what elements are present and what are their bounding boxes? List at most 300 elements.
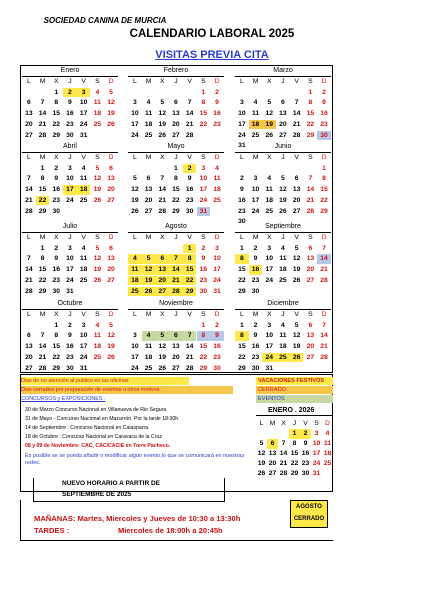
day-cell: 8: [40, 255, 45, 263]
day-cell: 24: [213, 276, 221, 284]
day-header: S: [201, 311, 206, 318]
day-cell: 6: [281, 99, 285, 107]
day-cell: 15: [238, 343, 246, 351]
day-cell: 12: [279, 186, 287, 194]
day-cell: 6: [308, 244, 313, 252]
events-note: Es posible se se pueda añadir o modificar algún evento,lo que se comunicará en nuestras redes.: [25, 453, 245, 466]
day-cell: 14: [185, 110, 194, 118]
day-cell: 13: [268, 450, 277, 457]
day-cell: 5: [109, 88, 113, 96]
day-cell: 7: [26, 175, 31, 183]
day-cell: 9: [54, 255, 59, 263]
day-cell: 1: [289, 429, 300, 439]
day-cell: 14: [279, 450, 288, 457]
day-cell: 29: [290, 470, 299, 477]
day-cell: 5: [142, 254, 156, 264]
day-cell: 17: [131, 353, 139, 361]
day-header: D: [214, 311, 220, 318]
day-header: L: [239, 78, 244, 85]
day-cell: 16: [66, 110, 74, 118]
day-header: L: [239, 154, 244, 161]
day-cell: 7: [187, 99, 192, 107]
day-cell: 3: [68, 244, 72, 252]
day-cell: 19: [292, 343, 301, 351]
day-cell: 18: [128, 276, 142, 286]
day-cell: 10: [79, 99, 88, 107]
day-cell: 13: [306, 332, 315, 340]
day-cell: 5: [259, 440, 264, 447]
day-cell: 3: [68, 164, 72, 172]
day-cell: 13: [279, 110, 287, 118]
day-cell: 11: [279, 255, 287, 263]
day-cell: 17: [312, 450, 321, 457]
day-header: V: [81, 78, 86, 85]
day-cell: 12: [292, 332, 301, 340]
day-cell: 28: [320, 353, 328, 361]
legend-closed: Dias de no atención al publico en las oficinas: [21, 377, 189, 385]
day-cell: 5: [155, 331, 169, 341]
day-cell: 18: [144, 120, 153, 128]
day-cell: 20: [107, 186, 115, 194]
day-cell: 14: [158, 186, 167, 194]
day-cell: 12: [93, 175, 102, 183]
month-name: [128, 300, 224, 310]
day-cell: 26: [142, 287, 156, 297]
day-cell: 25: [323, 460, 332, 467]
day-cell: 21: [38, 120, 47, 128]
day-header: X: [159, 311, 165, 318]
month-name-label: Mayo: [167, 143, 185, 150]
day-cell: 12: [93, 255, 102, 263]
day-cell: 10: [213, 255, 221, 263]
day-cell: 18: [249, 120, 263, 130]
day-header: V: [81, 234, 86, 241]
day-cell: 9: [253, 332, 258, 340]
day-cell: 25: [79, 196, 88, 204]
day-cell: 20: [306, 343, 315, 351]
day-cell: 12: [107, 99, 115, 107]
month-name-label: Abril: [62, 143, 77, 150]
day-cell: 28: [38, 131, 47, 139]
day-header: J: [281, 154, 285, 161]
organization-name: SOCIEDAD CANINA DE MURCIA: [43, 16, 167, 25]
day-cell: 24: [251, 207, 260, 215]
day-cell: 20: [144, 196, 153, 204]
day-cell: 23: [251, 276, 260, 284]
day-cell: 8: [197, 331, 211, 341]
day-cell: 8: [235, 254, 249, 264]
day-cell: 9: [303, 440, 308, 447]
month-name: [22, 223, 118, 233]
day-cell: 1: [40, 164, 45, 172]
day-cell: 5: [294, 244, 299, 252]
day-cell: 14: [25, 266, 33, 274]
day-cell: 11: [93, 99, 101, 107]
day-header: M: [39, 78, 46, 85]
day-cell: 3: [201, 164, 206, 172]
day-cell: 8: [322, 175, 326, 183]
day-cell: 15: [183, 265, 197, 275]
day-cell: 4: [128, 254, 142, 264]
day-header: M: [145, 78, 152, 85]
day-cell: 17: [213, 266, 221, 274]
day-cell: 15: [306, 110, 315, 118]
day-cell: 9: [239, 186, 244, 194]
bottom-divider: [20, 540, 333, 541]
day-cell: 29: [306, 131, 315, 139]
day-cell: 16: [238, 196, 246, 204]
day-cell: 2: [54, 164, 59, 172]
day-cell: 13: [107, 175, 115, 183]
day-cell: 21: [25, 276, 33, 284]
day-cell: 4: [281, 321, 285, 329]
day-cell: 3: [132, 332, 137, 340]
day-header: S: [308, 78, 313, 85]
month-name-label: Junio: [274, 143, 292, 150]
day-header: S: [314, 420, 319, 427]
day-header: X: [53, 78, 59, 85]
day-cell: 24: [262, 353, 276, 363]
day-cell: 1: [322, 164, 326, 172]
day-header: D: [325, 420, 330, 427]
day-header: L: [239, 311, 244, 318]
day-cell: 2: [215, 321, 219, 329]
day-cell: 23: [199, 276, 208, 284]
day-cell: 24: [79, 120, 88, 128]
day-cell: 11: [144, 343, 153, 351]
day-cell: 25: [265, 207, 274, 215]
key-eventos: EVENTOS: [256, 395, 333, 403]
day-header: J: [174, 311, 178, 318]
day-cell: 18: [279, 343, 287, 351]
day-cell: 24: [66, 276, 74, 284]
day-cell: 30: [301, 470, 310, 477]
day-cell: 13: [107, 255, 115, 263]
day-cell: 30: [52, 287, 61, 295]
day-cell: 3: [239, 99, 244, 107]
day-cell: 19: [158, 353, 167, 361]
key-vacaciones: VACACIONES FESTIVOS: [256, 377, 333, 385]
day-cell: 26: [93, 196, 102, 204]
day-cell: 25: [213, 196, 221, 204]
day-header: M: [39, 154, 46, 161]
day-cell: 4: [95, 88, 100, 96]
day-cell: 21: [158, 196, 167, 204]
page-title: CALENDARIO LABORAL 2025: [129, 28, 295, 40]
day-cell: 7: [160, 175, 165, 183]
day-header: D: [214, 234, 220, 241]
day-cell: 19: [292, 266, 301, 274]
day-cell: 31: [79, 364, 88, 372]
day-cell: 26: [265, 131, 274, 139]
event-2: 31 de Mayo - Concurso Nacional en Mazarrón. Por la tarde 18:00h: [25, 416, 179, 422]
day-cell: 12: [292, 255, 301, 263]
day-cell: 24: [66, 196, 74, 204]
day-cell: 1: [54, 321, 59, 329]
day-header: J: [174, 234, 178, 241]
day-cell: 23: [320, 120, 328, 128]
day-header: L: [132, 154, 137, 161]
day-header: S: [201, 234, 206, 241]
day-cell: 22: [38, 276, 47, 284]
day-header: X: [281, 420, 286, 427]
day-cell: 9: [322, 99, 326, 107]
month-name: [235, 143, 331, 153]
month-name: [235, 223, 331, 233]
day-cell: 20: [268, 460, 277, 467]
day-cell: 7: [40, 99, 45, 107]
day-cell: 24: [79, 353, 88, 361]
day-cell: 20: [172, 353, 180, 361]
hours-afternoons-label: TARDES :: [34, 526, 70, 535]
day-cell: 30: [251, 364, 260, 372]
day-cell: 26: [131, 207, 139, 215]
month-name-label: Julio: [62, 223, 78, 230]
day-cell: 2: [183, 164, 197, 174]
day-cell: 29: [38, 287, 47, 295]
month-name: [128, 67, 224, 77]
day-cell: 11: [144, 110, 153, 118]
day-cell: 5: [294, 321, 299, 329]
day-cell: 28: [292, 131, 301, 139]
day-header: J: [281, 311, 285, 318]
day-cell: 11: [80, 255, 88, 263]
day-header: M: [252, 78, 259, 85]
month-name-label: Noviembre: [159, 300, 193, 307]
month-name-label: Enero: [60, 67, 80, 74]
day-cell: 29: [183, 287, 197, 297]
day-cell: 30: [66, 364, 74, 372]
day-cell: 16: [199, 266, 208, 274]
day-header: J: [68, 78, 72, 85]
day-cell: 8: [308, 99, 313, 107]
day-cell: 23: [185, 196, 194, 204]
day-cell: 29: [199, 364, 208, 372]
day-cell: 28: [320, 276, 328, 284]
day-cell: 17: [63, 185, 77, 195]
day-header: V: [81, 311, 86, 318]
event-3: 14 de Septiembre : Concurso Nacional en Calasparra.: [25, 425, 150, 431]
day-cell: 8: [201, 99, 206, 107]
day-header: V: [81, 154, 86, 161]
day-cell: 21: [320, 343, 328, 351]
day-cell: 24: [312, 460, 321, 467]
day-header: M: [145, 154, 152, 161]
day-header: D: [108, 311, 114, 318]
day-cell: 14: [38, 110, 47, 118]
day-cell: 3: [132, 99, 137, 107]
day-cell: 22: [290, 460, 299, 467]
day-cell: 25: [279, 276, 287, 284]
day-cell: 4: [81, 164, 86, 172]
day-cell: 28: [279, 470, 288, 477]
day-cell: 19: [262, 120, 276, 130]
day-cell: 27: [25, 131, 33, 139]
day-cell: 27: [25, 364, 33, 372]
day-cell: 22: [238, 353, 246, 361]
day-header: X: [159, 154, 165, 161]
day-cell: 10: [131, 343, 139, 351]
day-header: J: [174, 78, 178, 85]
day-cell: 7: [183, 331, 197, 341]
month-name: [22, 67, 118, 77]
day-header: M: [252, 311, 259, 318]
day-cell: 21: [306, 196, 315, 204]
day-cell: 26: [107, 353, 115, 361]
day-header: X: [53, 311, 59, 318]
enero-2026-title: ENERO . 2026: [268, 407, 315, 414]
day-cell: 11: [213, 175, 221, 183]
day-cell: 24: [131, 131, 139, 139]
day-cell: 6: [26, 332, 31, 340]
day-cell: 21: [279, 460, 288, 467]
day-cell: 23: [66, 120, 74, 128]
day-cell: 19: [257, 460, 266, 467]
day-cell: 17: [199, 186, 208, 194]
hours-afternoons: Miercoles de 18:00h a 20:45h: [118, 526, 223, 535]
day-cell: 15: [320, 186, 328, 194]
day-header: L: [26, 78, 31, 85]
day-cell: 17: [66, 266, 74, 274]
day-cell: 23: [251, 353, 260, 361]
day-cell: 12: [158, 110, 167, 118]
day-header: J: [174, 154, 178, 161]
day-cell: 30: [238, 218, 246, 226]
day-cell: 7: [169, 254, 183, 264]
day-cell: 5: [281, 175, 285, 183]
day-header: X: [159, 78, 165, 85]
day-cell: 27: [306, 276, 315, 284]
day-header: D: [108, 154, 114, 161]
day-cell: 19: [279, 196, 287, 204]
day-cell: 29: [238, 287, 246, 295]
day-cell: 25: [251, 131, 260, 139]
day-cell: 4: [215, 164, 219, 172]
day-cell: 22: [172, 196, 180, 204]
day-header: M: [269, 420, 276, 427]
day-header: X: [266, 311, 272, 318]
day-cell: 22: [52, 120, 61, 128]
day-cell: 20: [107, 266, 115, 274]
day-cell: 30: [251, 287, 260, 295]
day-cell: 11: [93, 332, 101, 340]
day-cell: 11: [128, 265, 142, 275]
day-cell: 14: [25, 186, 33, 194]
day-cell: 6: [146, 175, 151, 183]
day-cell: 31: [265, 364, 274, 372]
day-cell: 1: [174, 164, 178, 172]
day-cell: 16: [66, 343, 74, 351]
day-cell: 17: [238, 120, 246, 128]
day-cell: 22: [306, 120, 315, 128]
day-cell: 31: [213, 287, 221, 295]
day-header: X: [266, 154, 272, 161]
day-cell: 10: [238, 110, 246, 118]
day-cell: 28: [25, 207, 33, 215]
day-cell: 2: [215, 88, 219, 96]
day-header: V: [294, 154, 299, 161]
day-cell: 8: [174, 175, 178, 183]
day-cell: 22: [183, 276, 197, 286]
day-cell: 14: [292, 110, 301, 118]
day-header: D: [108, 78, 114, 85]
day-cell: 14: [306, 186, 315, 194]
day-cell: 26: [93, 276, 102, 284]
day-cell: 10: [66, 175, 74, 183]
day-cell: 26: [279, 207, 287, 215]
month-name-label: Diciembre: [267, 300, 299, 307]
day-cell: 11: [80, 175, 88, 183]
day-header: M: [145, 234, 152, 241]
day-cell: 16: [249, 265, 263, 275]
day-cell: 10: [251, 186, 260, 194]
month-name-label: Febrero: [163, 67, 189, 74]
new-schedule-line1: NUEVO HORARIO A PARTIR DE: [62, 480, 160, 487]
day-cell: 29: [52, 131, 61, 139]
month-name-label: Octubre: [57, 300, 83, 307]
day-cell: 15: [199, 343, 208, 351]
day-cell: 25: [93, 353, 102, 361]
day-cell: 30: [213, 364, 221, 372]
day-cell: 14: [317, 254, 331, 264]
day-cell: 7: [281, 440, 286, 447]
day-header: L: [259, 420, 264, 427]
day-cell: 6: [308, 321, 313, 329]
day-cell: 9: [68, 332, 72, 340]
day-cell: 20: [172, 120, 180, 128]
day-cell: 25: [276, 353, 290, 363]
hours-mornings: MAÑANAS: Martes, Miercoles y Jueves de 10:30 a 13:30h: [34, 514, 241, 523]
day-cell: 5: [95, 244, 100, 252]
day-cell: 29: [320, 207, 328, 215]
day-header: S: [201, 154, 206, 161]
day-header: S: [201, 78, 206, 85]
day-cell: 19: [93, 266, 102, 274]
day-header: L: [239, 234, 244, 241]
august-closed-badge: [290, 500, 328, 528]
day-cell: 17: [265, 266, 274, 274]
day-cell: 13: [155, 265, 169, 275]
new-schedule-line2: SEPTIEMBRE DE 2025: [62, 491, 132, 498]
day-cell: 3: [314, 430, 319, 437]
day-cell: 1: [40, 244, 45, 252]
day-cell: 5: [109, 321, 113, 329]
day-cell: 23: [213, 120, 221, 128]
day-cell: 14: [169, 265, 183, 275]
day-cell: 27: [292, 207, 301, 215]
day-cell: 26: [158, 131, 167, 139]
day-cell: 15: [199, 110, 208, 118]
day-cell: 31: [197, 207, 211, 217]
day-cell: 27: [107, 276, 115, 284]
month-name-label: Agosto: [165, 223, 187, 230]
day-cell: 12: [158, 343, 167, 351]
day-cell: 22: [199, 353, 208, 361]
event-1: 30 de Marzo Concurso Nacional en Villanueva de Rio Segura: [25, 407, 167, 413]
day-cell: 19: [93, 186, 102, 194]
day-header: D: [321, 234, 327, 241]
day-cell: 31: [312, 470, 321, 477]
day-cell: 28: [306, 207, 315, 215]
day-cell: 12: [131, 186, 139, 194]
page-subtitle: VISITAS PREVIA CITA: [155, 49, 269, 61]
day-cell: 3: [77, 88, 91, 98]
day-cell: 17: [79, 343, 88, 351]
day-cell: 4: [281, 244, 285, 252]
day-header: S: [95, 154, 100, 161]
day-cell: 10: [265, 332, 274, 340]
day-cell: 27: [155, 287, 169, 297]
